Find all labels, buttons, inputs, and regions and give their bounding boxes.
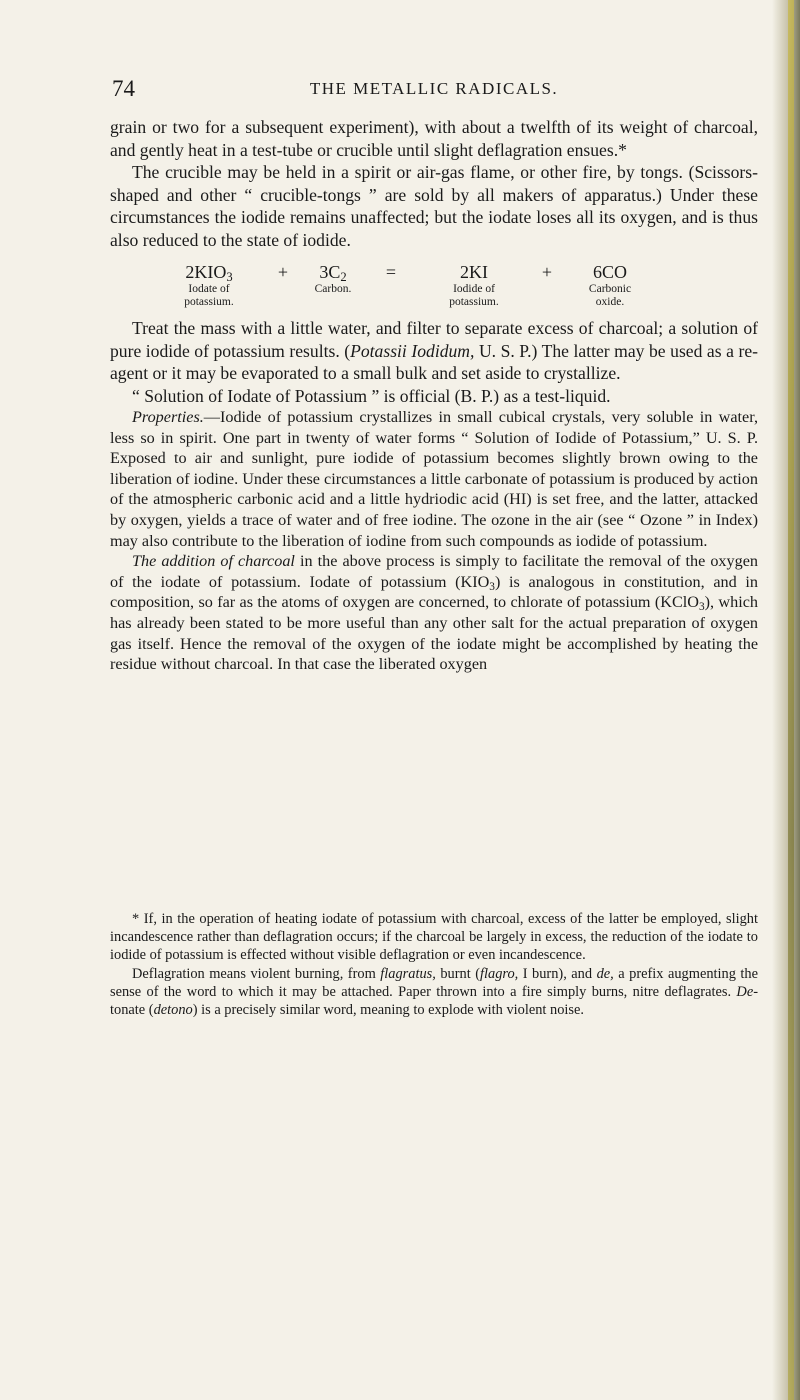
page-number: 74 [112,76,135,101]
equation-term-iodate: $2KIO_3$ [185,262,233,285]
equation-caption-row [110,283,758,309]
paragraph-3: Treat the mass with a little water, and filter to separate excess of charcoal; a solution of pure iodide of potassium results. (Potassii Iodidum, U. S. P.) The latter may be used as a re-agent or it may be evaporated to a small bulk and set aside to crystallize. [110,318,758,383]
equation-formula-row [110,261,758,283]
paragraph-charcoal: The addition of charcoal in the above process is simply to facilitate the removal of the oxygen of the iodate of potassium. Iodate of potassium $(KIO_3)$ is analogous in constitution, and in composition, so far as the atoms of oxygen are concerned, to chlorate of potassium (KClO$_3$), which has already been stated to be more useful than any other salt for the actual preparation of oxygen gas itself. Hence the removal of the oxygen of the iodate might be accomplished by heating the residue without charcoal. In that case the liberated oxygen [110,552,758,674]
footnote-1: * If, in the operation of heating iodate of potassium with charcoal, excess of the latter be employed, slight incandescence rather than deflagration occurs; if the charcoal be largely in excess, the reduction of the iodate to iodide of potassium is effected without visible deflagration or even incandescence. [110,911,758,964]
equation-term-carbon: $3C_2$ [319,262,347,285]
small-print-section [110,407,758,675]
equation-plus-operator-2: + [541,262,553,282]
paragraph-2: The crucible may be held in a spirit or air-gas flame, or other fire, by tongs. (Scissors-shaped and other “ crucible-tongs ” are sold by all makers of apparatus.) Under these circumstances the iodide remains unaffected; but the iodate loses all its oxygen, and is thus also reduced to the state of iodide. [110,162,758,250]
paragraph-1: grain or two for a subsequent experiment), with about a twelfth of its weight of charcoal, and gently heat in a test-tube or crucible until slight deflagration ensues.* [110,117,758,160]
equation-plus-operator: + [277,262,289,282]
caption-iodate: Iodate of potassium. [184,283,234,308]
paragraph-4: “ Solution of Iodate of Potassium ” is official (B. P.) as a test-liquid. [132,385,611,406]
equation-term-carbonic-oxide: 6CO [592,262,627,282]
caption-iodide: Iodide of potassium. [449,283,499,308]
chemical-equation [110,261,758,309]
caption-carbon: Carbon. [314,283,352,295]
main-text [110,116,758,675]
page-edge-stripe [788,0,794,1400]
footnotes [110,910,758,1019]
equation-term-iodide: 2KI [460,262,488,282]
caption-carbonic-oxide: Carbonic oxide. [588,283,632,308]
paragraph-properties: Properties.—Iodide of potassium crystallizes in small cubical crystals, very soluble in water, less so in spirit. One part in twenty of water forms “ Solution of Iodide of Potassium,” U. S. P. Exposed to air and sunlight, pure iodide of potassium becomes slightly brown owing to the liberation of iodine. Under these circumstances a little carbonate of potassium is produced by action of the atmospheric carbonic acid and a little hydriodic acid (HI) is set free, and the latter, attacked by oxygen, yields a trace of water and of free iodine. The ozone in the air (see “ Ozone ” in Index) may also contribute to the liberation of iodine from such compounds as iodide of potassium. [110,408,758,550]
equation-equals-operator: = [385,262,397,282]
page-edge-shadow [772,0,800,1400]
footnote-2: Deflagration means violent burning, from flagratus, burnt (flagro, I burn), and de, a prefix augmenting the sense of the word to which it may be attached. Paper thrown into a fire simply burns, nitre deflagrates. De-tonate (detono) is a precisely similar word, meaning to explode with violent noise. [110,965,758,1019]
running-head: THE METALLIC RADICALS. [309,79,559,98]
properties-label: Properties. [132,408,204,426]
page-header [112,76,756,112]
